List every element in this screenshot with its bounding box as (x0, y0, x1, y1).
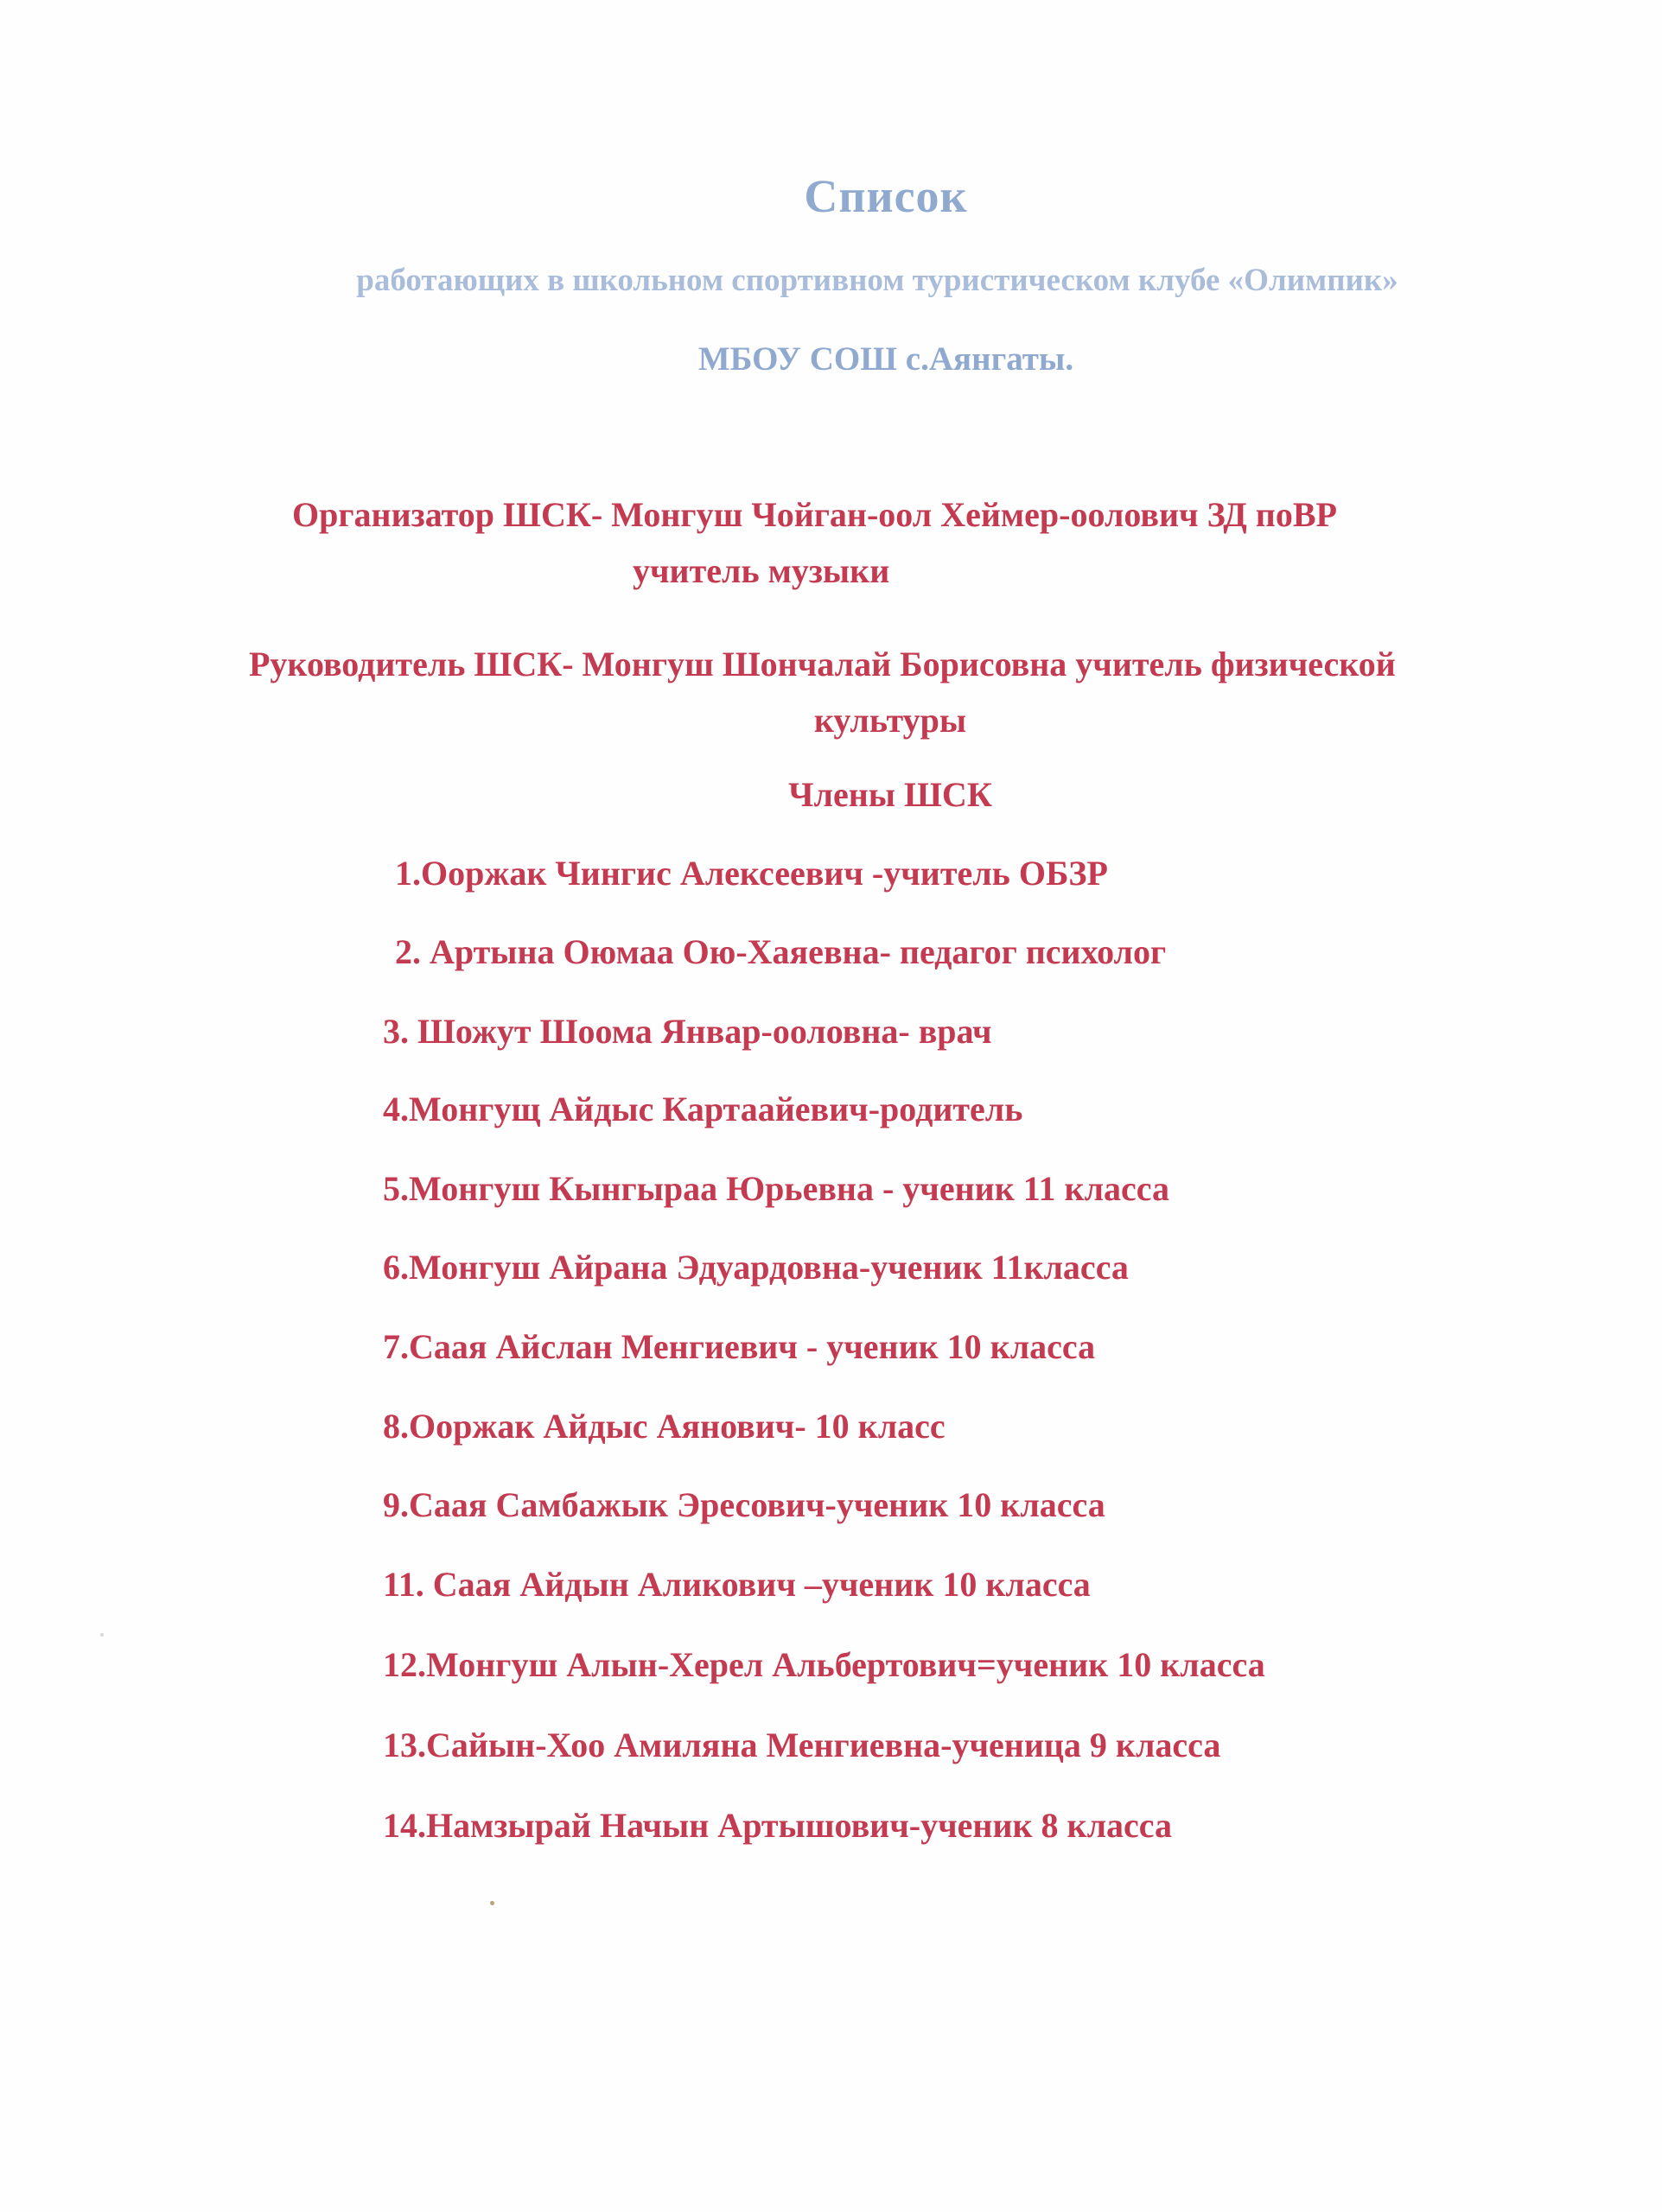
member-item: 12.Монгуш Алын-Херел Альбертович=ученик 10 класса (383, 1645, 1265, 1684)
member-item: 9.Саая Самбажык Эресович-ученик 10 класса (383, 1485, 1105, 1524)
member-item: 14.Намзырай Начын Артышович-ученик 8 класса (383, 1806, 1173, 1845)
members-heading: Члены ШСК (788, 775, 992, 814)
leader-role: культуры (813, 701, 967, 740)
member-item: 13.Сайын-Хоо Амиляна Менгиевна-ученица 9 класса (383, 1726, 1221, 1764)
member-item: 4.Монгущ Айдыс Картаайевич-родитель (383, 1090, 1023, 1128)
member-item: 5.Монгуш Кынгыраа Юрьевна - ученик 11 класса (383, 1169, 1170, 1208)
document-title: Список (804, 170, 968, 222)
member-item: 11. Саая Айдын Аликович –ученик 10 класса (383, 1565, 1091, 1604)
school-name: МБОУ СОШ с.Аянгаты. (697, 340, 1074, 378)
organizer-line: Организатор ШСК- Монгуш Чойган-оол Хеймер-оолович ЗД поВР (292, 495, 1337, 534)
member-item: 7.Саая Айслан Менгиевич - ученик 10 класса (383, 1327, 1096, 1366)
scan-speck (490, 1901, 494, 1905)
leader-line: Руководитель ШСК- Монгуш Шончалай Борисовна учитель физической (249, 645, 1396, 683)
organizer-role: учитель музыки (633, 551, 890, 590)
member-item: 8.Ооржак Айдыс Аянович- 10 класс (383, 1407, 946, 1446)
scan-speck (100, 1633, 104, 1637)
document-subtitle: работающих в школьном спортивном туристическом клубе «Олимпик» (356, 263, 1398, 298)
member-item: 1.Ооржак Чингис Алексеевич -учитель ОБЗР (395, 854, 1108, 893)
member-item: 3. Шожут Шоома Январ-ооловна- врач (383, 1012, 992, 1051)
member-item: 6.Монгуш Айрана Эдуардовна-ученик 11класса (383, 1248, 1129, 1287)
member-item: 2. Артына Оюмаа Ою-Хаяевна- педагог психолог (395, 932, 1167, 971)
